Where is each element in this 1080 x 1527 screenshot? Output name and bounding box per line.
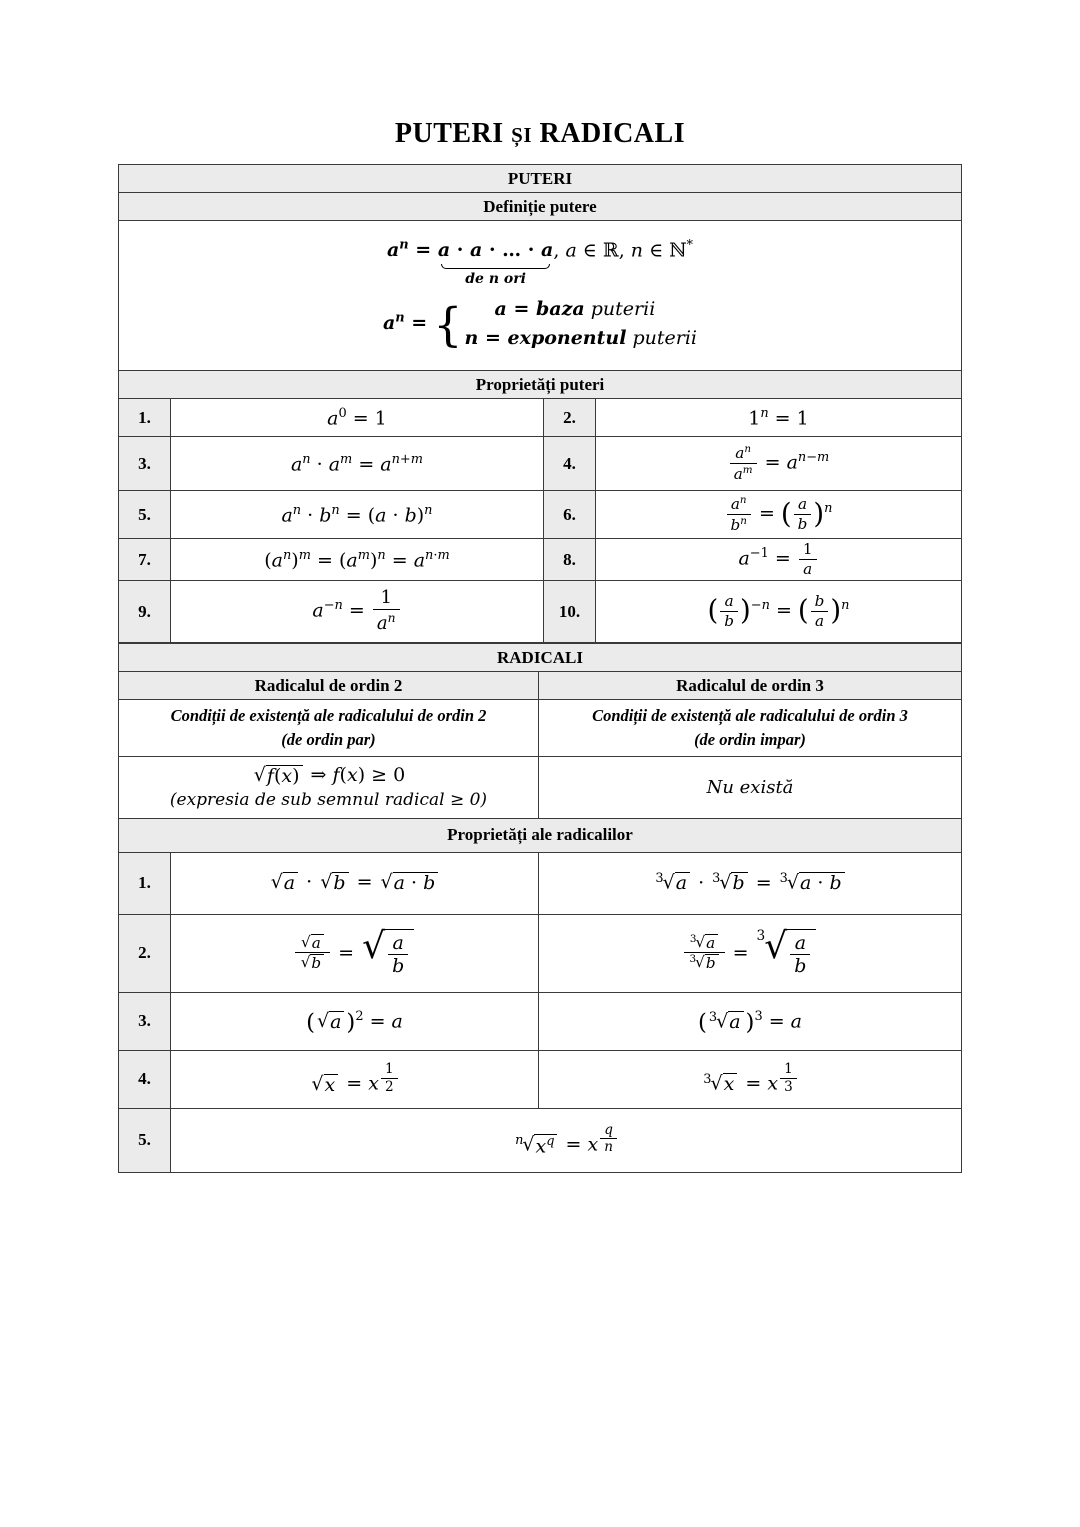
radical3-property-formula: $^3$√ a · $^3$√ b = $^3$√ a · b: [538, 852, 961, 914]
property-number: 9.: [118, 581, 170, 643]
property-number: 1.: [118, 852, 170, 914]
radicali-header: RADICALI: [118, 644, 961, 672]
puteri-header-row: [118, 165, 961, 193]
order2-condition-header: [118, 700, 538, 757]
order3-column-header: Radicalul de ordin 3: [538, 672, 961, 700]
order2-condition-subtitle: (de ordin par): [281, 729, 376, 749]
radical-properties-header: Proprietăți ale radicalilor: [118, 818, 961, 852]
order3-condition-subtitle: (de ordin impar): [694, 729, 806, 749]
order3-condition-value: Nu există: [706, 776, 794, 798]
property-number: 10.: [543, 581, 595, 643]
property-number: 4.: [118, 1050, 170, 1108]
property-number: 2.: [543, 399, 595, 437]
property-number: 7.: [118, 539, 170, 581]
radical2-property-formula: √ x = x $^{\frac{1}{2}}$: [170, 1050, 538, 1108]
order3-condition-header: [538, 700, 961, 757]
power-property-formula: $a^n \cdot b^n = (a \cdot b)^n$: [170, 491, 543, 539]
radical-property-row: [118, 914, 961, 992]
title-part3: RADICALI: [539, 118, 686, 149]
property-number: 1.: [118, 399, 170, 437]
page-title: [0, 0, 1080, 150]
property-number: 6.: [543, 491, 595, 539]
power-property-formula: ( $\frac{a}{b}$ )$^{-n}$ = ( $\frac{b}{a}$ )$^n$: [595, 581, 961, 643]
radical-nth-root-formula: $^n$√ $x^q$ = x $^{\frac{q}{n}}$: [170, 1108, 961, 1172]
order2-column-header: Radicalul de ordin 2: [118, 672, 538, 700]
property-number: 3.: [118, 992, 170, 1050]
puteri-def-header-row: [118, 193, 961, 221]
power-property-formula: $\frac{a^n}{a^m}$ = $a^{n-m}$: [595, 437, 961, 491]
power-property-formula: $1^n = 1$: [595, 399, 961, 437]
power-definition-cell: [118, 221, 961, 371]
property-number: 5.: [118, 1108, 170, 1172]
radical-property-row: [118, 852, 961, 914]
radical2-property-formula: ( √ a )$^2$ = a: [170, 992, 538, 1050]
title-part2: ȘI: [511, 123, 533, 147]
order2-condition-title: Condiții de existență ale radicalului de ordin 2: [170, 706, 487, 725]
power-property-formula: $\frac{a^n}{b^n}$ = ( $\frac{a}{b}$ )$^n$: [595, 491, 961, 539]
order2-condition-formula: √ f(x) ⇒ f(x) ≥ 0: [253, 764, 406, 788]
power-property-formula: $a^{-n}$ = $\frac{1}{a^n}$: [170, 581, 543, 643]
radical3-property-formula: $^3$√ x = x $^{\frac{1}{3}}$: [538, 1050, 961, 1108]
order3-condition-title: Condiții de existență ale radicalului de ordin 3: [592, 706, 908, 725]
power-property-formula: $(a^n)^m = (a^m)^n = a^{n\cdot m}$: [170, 539, 543, 581]
radicali-table: [118, 643, 962, 1173]
puteri-header: PUTERI: [118, 165, 961, 193]
power-property-formula: $a^{-1}$ = $\frac{1}{a}$: [595, 539, 961, 581]
power-base-exponent-formula: $a^n$ = { a = baza puterii n = exponentul puterii: [382, 297, 697, 352]
order2-condition-cell: [118, 756, 538, 818]
power-property-row: [118, 539, 961, 581]
radical-property-row: [118, 1050, 961, 1108]
power-definition-formula: $a^n$ = a · a · … · a de n ori , a ∈ ℝ, n ∈ ℕ*: [386, 237, 693, 287]
power-definition-header: Definiție putere: [118, 193, 961, 221]
property-number: 8.: [543, 539, 595, 581]
property-number: 5.: [118, 491, 170, 539]
power-property-formula: $a^n \cdot a^m = a^{n+m}$: [170, 437, 543, 491]
title-part1: PUTERI: [394, 118, 504, 149]
power-property-formula: $a^0 = 1$: [170, 399, 543, 437]
power-property-row: [118, 581, 961, 643]
radicali-column-headers-row: [118, 672, 961, 700]
radical-property-row: [118, 992, 961, 1050]
radical3-property-formula: ( $^3$√ a )$^3$ = a: [538, 992, 961, 1050]
radical-property-row: [118, 1108, 961, 1172]
puteri-table: [118, 164, 962, 643]
power-property-row: [118, 437, 961, 491]
power-property-row: [118, 399, 961, 437]
puteri-props-header-row: [118, 371, 961, 399]
property-number: 4.: [543, 437, 595, 491]
existence-conditions-header-row: [118, 700, 961, 757]
property-number: 2.: [118, 914, 170, 992]
radicali-props-header-row: [118, 818, 961, 852]
order3-condition-cell: [538, 756, 961, 818]
radicali-header-row: [118, 644, 961, 672]
property-number: 3.: [118, 437, 170, 491]
radical3-property-formula: $^3$√ a $^3$√ b = $^3$√ $\frac{a}{b}$: [538, 914, 961, 992]
order2-condition-note: (expresia de sub semnul radical ≥ 0): [169, 790, 488, 811]
existence-conditions-formula-row: [118, 756, 961, 818]
puteri-definition-row: [118, 221, 961, 371]
power-property-row: [118, 491, 961, 539]
radical2-property-formula: √ a · √ b = √ a · b: [170, 852, 538, 914]
radical2-property-formula: √ a √ b = √ $\frac{a}{b}$: [170, 914, 538, 992]
power-properties-header: Proprietăți puteri: [118, 371, 961, 399]
